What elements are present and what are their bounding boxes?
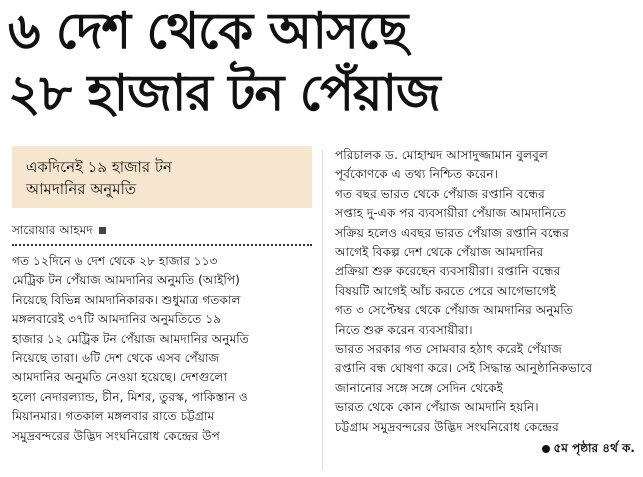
body-line: চট্টগ্রাম সমুদ্রবন্দরের উদ্ভিদ সংঘনিরোধ কেন্দ্রের <box>335 419 559 434</box>
left-body-text <box>12 252 312 446</box>
subhead-box <box>12 146 312 208</box>
right-column <box>335 146 635 471</box>
byline-square-icon <box>99 227 106 234</box>
subhead-line-2: আমদানির অনুমতি <box>26 180 137 198</box>
body-line: রপ্তানি বন্ধ ঘোষণা করে। সেই সিদ্ধান্ত আনুষ্ঠানিকভাবে জানানোর সঙ্গে সঙ্গে সেদিন থেকেই <box>335 361 593 395</box>
body-line: ভারত থেকে কোন পেঁয়াজ আমদানি হয়নি। <box>335 400 539 415</box>
headline-line-2: ২৮ হাজার টন পেঁয়াজ <box>8 64 440 122</box>
headline <box>8 0 638 124</box>
body-line: প্রক্রিয়া শুরু করেছেন ব্যবসায়ীরা। রপ্তানি বন্ধের <box>335 264 561 279</box>
subhead-line-1: একদিনেই ১৯ হাজার টন <box>26 158 173 176</box>
body-line: নিয়েছে তারা। ৬টি দেশ থেকে এসব পেঁয়াজ <box>12 351 220 366</box>
body-line: সমুদ্রবন্দরের উদ্ভিদ সংঘনিরোধ কেন্দ্রের উপ <box>12 428 220 443</box>
body-line: সক্রিয় হলেও এবছর ভারত পেঁয়াজ রপ্তানি বন্ধের <box>335 225 569 240</box>
body-line: মঙ্গলবারেই ৩৭টি আমদানির অনুমতিতে ১৯ <box>12 312 222 327</box>
column-divider <box>322 150 323 470</box>
body-line: গত ৩ সেপ্টেম্বর থেকে পেঁয়াজ আমদানির অনুমতি <box>335 303 573 318</box>
body-line: পরিচালক ড. মোহাম্মদ আসাদুজ্জামান বুলবুল <box>335 148 548 162</box>
byline <box>12 222 312 238</box>
body-line: আগেই বিকল্প দেশ থেকে পেঁয়াজ আমদানির <box>335 245 544 260</box>
headline-line-1: ৬ দেশ থেকে আসছে <box>8 2 408 60</box>
body-line: ভারত সরকার গত সোমবার হঠাৎ করেই পেঁয়াজ <box>335 342 562 357</box>
body-line: মেট্রিক টন পেঁয়াজ আমদানির অনুমতি (আইপি) <box>12 273 240 288</box>
body-line: গত বছর ভারত থেকে পেঁয়াজ রপ্তানি বন্ধের <box>335 186 545 201</box>
continuation-text: ৫ম পৃষ্ঠার ৪র্থ ক. <box>553 441 635 456</box>
left-column <box>12 146 312 471</box>
body-line: হলো নেদারল্যান্ড, চীন, মিশর, তুরস্ক, পাকিস্তান ও <box>12 389 248 404</box>
body-line: আমদানির অনুমতি নেওয়া হয়েছে। দেশগুলো <box>12 370 228 385</box>
body-line: মিয়ানমার। গতকাল মঙ্গলবার রাতে চট্টগ্রাম <box>12 409 215 424</box>
continuation-note <box>335 439 635 458</box>
byline-author: সারোয়ার আহমদ <box>12 223 93 237</box>
body-line: নিয়েছে বিভিন্ন আমদানিকারক। শুধুমাত্র গতকাল <box>12 292 241 307</box>
body-line: বিষয়টি আগেই আঁচ করতে পেরে আগেভাগেই <box>335 283 556 298</box>
dotted-divider <box>12 244 312 246</box>
body-line: হাজার ১২ মেট্রিক টন পেঁয়াজ আমদানির অনুমতি <box>12 331 249 346</box>
body-line: গত ১২দিনে ৬ দেশ থেকে ২৮ হাজার ১১৩ <box>12 254 218 268</box>
body-line: সপ্তাহ দু-এক পর ব্যবসায়ীরা পেঁয়াজ আমদানিতে <box>335 206 567 221</box>
bullet-icon <box>542 445 550 453</box>
body-line: পূর্বকোণকে এ তথ্য নিশ্চিত করেন। <box>335 167 498 182</box>
body-line: নিতে শুরু করেন ব্যবসায়ীরা। <box>335 322 473 337</box>
